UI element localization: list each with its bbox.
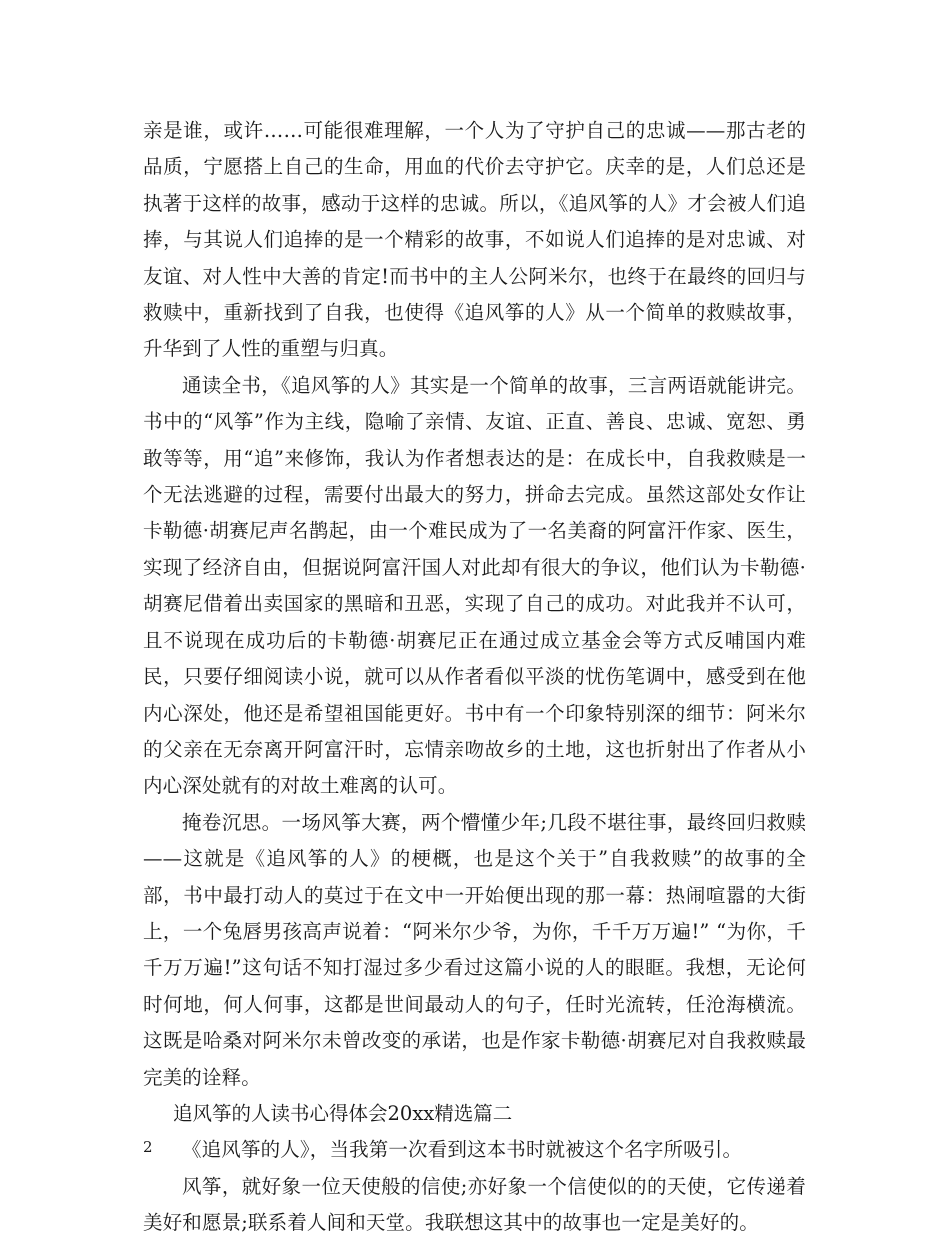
paragraph-first-impression: 《追风筝的人》，当我第一次看到这本书时就被这个名字所吸引。 [182, 1138, 743, 1162]
paragraph-reading-summary: 通读全书，《追风筝的人》其实是一个简单的故事，三言两语就能讲完。书中的“风筝”作为主线，隐喻了亲情、友谊、正直、善良、忠诚、宽恕、勇敢等等，用“追”来修饰，我认为作者想表达的是：在成长中，自我救赎是一个无法逃避的过程，需要付出最大的努力，拼命去完成。虽然这部处女作让卡勒德·胡赛尼声名鹊起，由一个难民成为了一名美裔的阿富汗作家、医生，实现了经济自由，但据说阿富汗国人对此却有很大的争议，他们认为卡勒德·胡赛尼借着出卖国家的黑暗和丑恶，实现了自己的成功。对此我并不认可，且不说现在成功后的卡勒德·胡赛尼正在通过成立基金会等方式反哺国内难民，只要仔细阅读小说，就可以从作者看似平淡的忧伤笔调中，感受到在他内心深处，他还是希望祖国能更好。书中有一个印象特别深的细节：阿米尔的父亲在无奈离开阿富汗时，忘情亲吻故乡的土地，这也折射出了作者从小内心深处就有的对故土难离的认可。 [143, 373, 806, 798]
paragraph-continued: 亲是谁，或许……可能很难理解，一个人为了守护自己的忠诚——那古老的品质，宁愿搭上自己的生命，用血的代价去守护它。庆幸的是，人们总还是执著于这样的故事，感动于这样的忠诚。所以，《追风筝的人》才会被人们追捧，与其说人们追捧的是一个精彩的故事，不如说人们追捧的是对忠诚、对友谊、对人性中大善的肯定!而书中的主人公阿米尔，也终于在最终的回归与救赎中，重新找到了自我，也使得《追风筝的人》从一个简单的救赎故事，升华到了人性的重塑与归真。 [143, 119, 806, 361]
paragraph-reflection: 掩卷沉思。一场风筝大赛，两个懵懂少年;几段不堪往事，最终回归救赎——这就是《追风筝的人》的梗概，也是这个关于”自我救赎”的故事的全部，书中最打动人的莫过于在文中一开始便出现的那一幕：热闹喧嚣的大街上，一个兔唇男孩高声说着：“阿米尔少爷，为你，千千万万遍!” “为你，千千万万遍!”这句话不知打湿过多少看过这篇小说的人的眼眶。我想，无论何时何地，何人何事，这都是世间最动人的句子，任时光流转，任沧海横流。这既是哈桑对阿米尔未曾改变的承诺，也是作家卡勒德·胡赛尼对自我救赎最完美的诠释。 [143, 810, 806, 1089]
document-body [143, 113, 806, 1242]
section-heading: 追风筝的人读书心得体会20xx精选篇二 [173, 1101, 513, 1125]
paragraph-kite-metaphor: 风筝，就好象一位天使般的信使;亦好象一个信使似的的天使，它传递着美好和愿景;联系着人间和天堂。我联想这其中的故事也一定是美好的。 [143, 1174, 806, 1235]
page-number: 2 [143, 1138, 153, 1156]
